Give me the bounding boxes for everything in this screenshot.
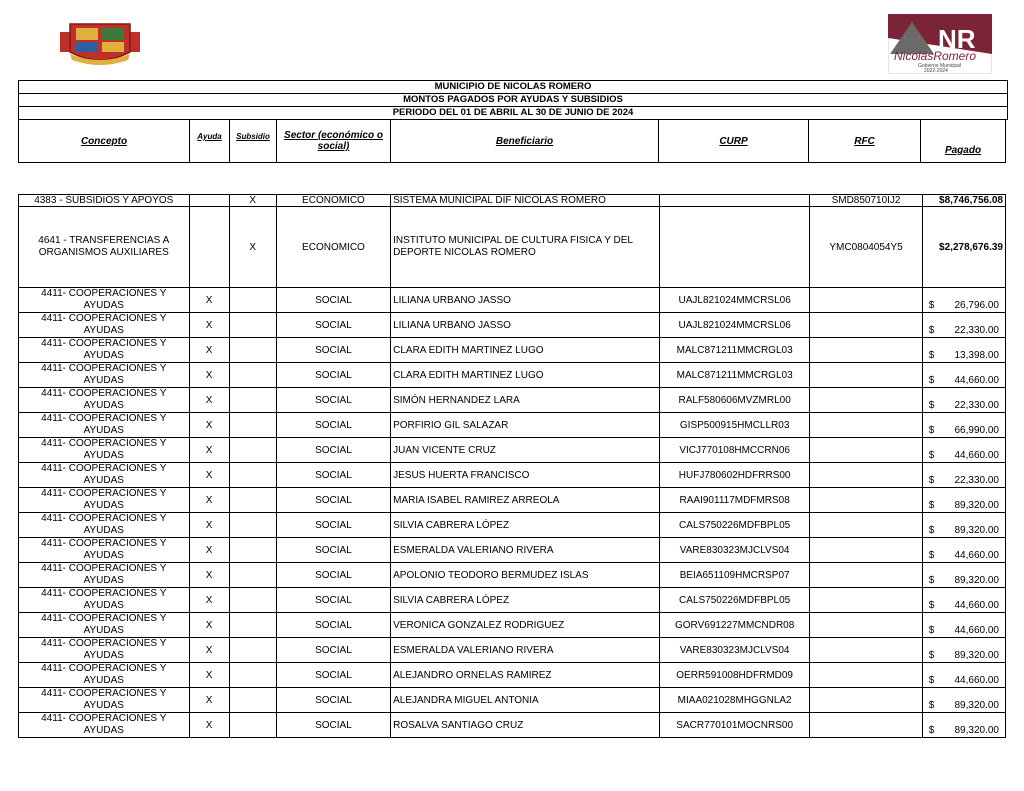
title-municipality: MUNICIPIO DE NICOLAS ROMERO: [19, 81, 1007, 94]
cell-subsidio: [229, 388, 276, 413]
cell-subsidio: [229, 663, 276, 688]
amount-value: 26,796.00: [954, 300, 999, 311]
header-pagado: Pagado: [944, 145, 982, 156]
cell-rfc: [810, 438, 922, 463]
cell-ayuda: X: [189, 638, 229, 663]
cell-subsidio: [229, 563, 276, 588]
cell-rfc: [810, 313, 922, 338]
table-row: [19, 663, 1006, 688]
cell-rfc: [810, 338, 922, 363]
cell-ayuda: X: [189, 688, 229, 713]
cell-rfc: [810, 613, 922, 638]
cell-pagado: [922, 463, 1005, 488]
cell-curp: OERR591008HDFRMD09: [659, 663, 809, 688]
cell-subsidio: [229, 638, 276, 663]
cell-subsidio: [229, 313, 276, 338]
cell-curp: CALS750226MDFBPL05: [659, 588, 809, 613]
cell-sector: ECONOMICO: [276, 207, 390, 288]
cell-sector: SOCIAL: [276, 513, 390, 538]
municipal-shield-logo: [56, 18, 144, 66]
cell-subsidio: [229, 588, 276, 613]
table-row: [19, 388, 1006, 413]
cell-curp: [659, 207, 809, 288]
cell-concepto: 4411- COOPERACIONES Y AYUDAS: [19, 588, 190, 613]
cell-pagado: $2,278,676.39: [922, 207, 1005, 288]
currency-symbol: $: [928, 700, 935, 711]
cell-subsidio: X: [229, 195, 276, 207]
cell-pagado: $8,746,756.08: [922, 195, 1005, 207]
currency-symbol: $: [928, 450, 935, 461]
cell-beneficiario: ALEJANDRA MIGUEL ANTONIA: [391, 688, 660, 713]
cell-rfc: YMC0804054Y5: [810, 207, 922, 288]
amount-value: 44,660.00: [954, 450, 999, 461]
cell-beneficiario: CLARA EDITH MARTINEZ LUGO: [391, 363, 660, 388]
header-rfc: RFC: [809, 120, 921, 162]
cell-ayuda: X: [189, 488, 229, 513]
cell-beneficiario: LILIANA URBANO JASSO: [391, 288, 660, 313]
cell-beneficiario: ESMERALDA VALERIANO RIVERA: [391, 538, 660, 563]
cell-rfc: [810, 713, 922, 738]
cell-ayuda: X: [189, 288, 229, 313]
cell-pagado: [922, 438, 1005, 463]
cell-concepto: 4383 - SUBSIDIOS Y APOYOS: [19, 195, 190, 207]
cell-sector: SOCIAL: [276, 613, 390, 638]
cell-rfc: [810, 388, 922, 413]
cell-pagado: [922, 413, 1005, 438]
cell-pagado: [922, 638, 1005, 663]
cell-rfc: [810, 413, 922, 438]
cell-ayuda: [189, 207, 229, 288]
cell-subsidio: [229, 338, 276, 363]
cell-curp: CALS750226MDFBPL05: [659, 513, 809, 538]
currency-symbol: $: [928, 400, 935, 411]
cell-sector: ECONOMICO: [276, 195, 390, 207]
cell-concepto: 4411- COOPERACIONES Y AYUDAS: [19, 713, 190, 738]
amount-value: 89,320.00: [954, 525, 999, 536]
cell-subsidio: [229, 613, 276, 638]
cell-sector: SOCIAL: [276, 538, 390, 563]
cell-concepto: 4411- COOPERACIONES Y AYUDAS: [19, 363, 190, 388]
cell-rfc: [810, 363, 922, 388]
cell-pagado: [922, 588, 1005, 613]
cell-curp: BEIA651109HMCRSP07: [659, 563, 809, 588]
table-row: [19, 538, 1006, 563]
cell-rfc: [810, 538, 922, 563]
cell-beneficiario: JUAN VICENTE CRUZ: [391, 438, 660, 463]
amount-value: 89,320.00: [954, 575, 999, 586]
cell-rfc: SMD850710IJ2: [810, 195, 922, 207]
cell-subsidio: [229, 438, 276, 463]
cell-ayuda: X: [189, 613, 229, 638]
cell-curp: VICJ770108HMCCRN06: [659, 438, 809, 463]
logo-sub: Gobierno Municipal: [918, 63, 962, 69]
currency-symbol: $: [928, 350, 935, 361]
cell-concepto: 4411- COOPERACIONES Y AYUDAS: [19, 313, 190, 338]
cell-concepto: 4411- COOPERACIONES Y AYUDAS: [19, 563, 190, 588]
cell-rfc: [810, 513, 922, 538]
cell-beneficiario: VERONICA GONZALEZ RODRIGUEZ: [391, 613, 660, 638]
cell-curp: MALC871211MMCRGL03: [659, 338, 809, 363]
cell-pagado: [922, 388, 1005, 413]
cell-subsidio: [229, 688, 276, 713]
logo-years: 2022-2024: [924, 68, 948, 74]
cell-curp: UAJL821024MMCRSL06: [659, 288, 809, 313]
cell-ayuda: X: [189, 713, 229, 738]
cell-subsidio: X: [229, 207, 276, 288]
cell-pagado: [922, 563, 1005, 588]
table-row: [19, 413, 1006, 438]
cell-pagado: [922, 488, 1005, 513]
cell-rfc: [810, 638, 922, 663]
cell-beneficiario: ALEJANDRO ORNELAS RAMIREZ: [391, 663, 660, 688]
cell-sector: SOCIAL: [276, 388, 390, 413]
cell-concepto: 4411- COOPERACIONES Y AYUDAS: [19, 688, 190, 713]
cell-curp: SACR770101MOCNRS00: [659, 713, 809, 738]
logo-name: NicolásRomero: [894, 49, 977, 63]
amount-value: 22,330.00: [954, 325, 999, 336]
cell-curp: VARE830323MJCLVS04: [659, 638, 809, 663]
cell-beneficiario: ESMERALDA VALERIANO RIVERA: [391, 638, 660, 663]
title-period: PERIODO DEL 01 DE ABRIL AL 30 DE JUNIO DE 2024: [19, 107, 1007, 120]
header-concepto: Concepto: [19, 120, 190, 162]
table-row: [19, 488, 1006, 513]
cell-sector: SOCIAL: [276, 438, 390, 463]
cell-subsidio: [229, 463, 276, 488]
currency-symbol: $: [928, 525, 935, 536]
cell-sector: SOCIAL: [276, 313, 390, 338]
currency-symbol: $: [928, 425, 935, 436]
cell-pagado: [922, 688, 1005, 713]
table-row: [19, 338, 1006, 363]
cell-concepto: 4411- COOPERACIONES Y AYUDAS: [19, 288, 190, 313]
cell-sector: SOCIAL: [276, 463, 390, 488]
cell-beneficiario: JESUS HUERTA FRANCISCO: [391, 463, 660, 488]
table-row: [19, 207, 1006, 288]
cell-concepto: 4411- COOPERACIONES Y AYUDAS: [19, 613, 190, 638]
currency-symbol: $: [928, 550, 935, 561]
cell-subsidio: [229, 488, 276, 513]
amount-value: 13,398.00: [954, 350, 999, 361]
cell-ayuda: X: [189, 338, 229, 363]
cell-beneficiario: LILIANA URBANO JASSO: [391, 313, 660, 338]
cell-pagado: [922, 338, 1005, 363]
cell-rfc: [810, 688, 922, 713]
cell-concepto: 4411- COOPERACIONES Y AYUDAS: [19, 463, 190, 488]
cell-ayuda: X: [189, 388, 229, 413]
cell-sector: SOCIAL: [276, 688, 390, 713]
cell-concepto: 4641 - TRANSFERENCIAS A ORGANISMOS AUXILIARES: [19, 207, 190, 288]
amount-value: 44,660.00: [954, 375, 999, 386]
table-row: [19, 463, 1006, 488]
cell-subsidio: [229, 538, 276, 563]
cell-rfc: [810, 563, 922, 588]
cell-concepto: 4411- COOPERACIONES Y AYUDAS: [19, 513, 190, 538]
currency-symbol: $: [928, 625, 935, 636]
cell-beneficiario: SISTEMA MUNICIPAL DIF NICOLAS ROMERO: [391, 195, 660, 207]
amount-value: 44,660.00: [954, 675, 999, 686]
cell-ayuda: X: [189, 313, 229, 338]
cell-concepto: 4411- COOPERACIONES Y AYUDAS: [19, 438, 190, 463]
cell-sector: SOCIAL: [276, 363, 390, 388]
title-report: MONTOS PAGADOS POR AYUDAS Y SUBSIDIOS: [19, 94, 1007, 107]
cell-sector: SOCIAL: [276, 713, 390, 738]
cell-curp: RALF580606MVZMRL00: [659, 388, 809, 413]
cell-curp: [659, 195, 809, 207]
amount-value: 22,330.00: [954, 475, 999, 486]
cell-concepto: 4411- COOPERACIONES Y AYUDAS: [19, 488, 190, 513]
table-row: [19, 363, 1006, 388]
currency-symbol: $: [928, 475, 935, 486]
table-row: [19, 613, 1006, 638]
cell-ayuda: X: [189, 663, 229, 688]
cell-ayuda: X: [189, 588, 229, 613]
currency-symbol: $: [928, 725, 935, 736]
cell-ayuda: X: [189, 513, 229, 538]
cell-ayuda: X: [189, 563, 229, 588]
cell-subsidio: [229, 363, 276, 388]
cell-sector: SOCIAL: [276, 488, 390, 513]
currency-symbol: $: [928, 375, 935, 386]
table-row: [19, 638, 1006, 663]
header-sector: Sector (económico o social): [277, 120, 391, 162]
cell-concepto: 4411- COOPERACIONES Y AYUDAS: [19, 663, 190, 688]
table-row: [19, 195, 1006, 207]
cell-subsidio: [229, 513, 276, 538]
currency-symbol: $: [928, 500, 935, 511]
cell-pagado: [922, 363, 1005, 388]
amount-value: 44,660.00: [954, 600, 999, 611]
cell-beneficiario: ROSALVA SANTIAGO CRUZ: [391, 713, 660, 738]
cell-sector: SOCIAL: [276, 413, 390, 438]
cell-rfc: [810, 663, 922, 688]
cell-curp: MIAA021028MHGGNLA2: [659, 688, 809, 713]
cell-subsidio: [229, 713, 276, 738]
table-row: [19, 313, 1006, 338]
table-row: [19, 588, 1006, 613]
payments-table: [18, 194, 1006, 738]
cell-beneficiario: PORFIRIO GIL SALAZAR: [391, 413, 660, 438]
cell-rfc: [810, 463, 922, 488]
currency-symbol: $: [928, 675, 935, 686]
cell-subsidio: [229, 288, 276, 313]
logo-brand: NR: [938, 24, 976, 54]
cell-ayuda: X: [189, 463, 229, 488]
cell-sector: SOCIAL: [276, 588, 390, 613]
amount-value: 89,320.00: [954, 650, 999, 661]
currency-symbol: $: [928, 600, 935, 611]
cell-curp: GISP500915HMCLLR03: [659, 413, 809, 438]
cell-concepto: 4411- COOPERACIONES Y AYUDAS: [19, 388, 190, 413]
cell-ayuda: X: [189, 438, 229, 463]
amount-value: 89,320.00: [954, 700, 999, 711]
cell-pagado: [922, 613, 1005, 638]
amount-value: 22,330.00: [954, 400, 999, 411]
table-row: [19, 513, 1006, 538]
cell-curp: RAAI901117MDFMRS08: [659, 488, 809, 513]
report-title-block: [18, 80, 1008, 120]
cell-pagado: [922, 513, 1005, 538]
table-row: [19, 288, 1006, 313]
cell-subsidio: [229, 413, 276, 438]
cell-beneficiario: MARIA ISABEL RAMIREZ ARREOLA: [391, 488, 660, 513]
cell-rfc: [810, 588, 922, 613]
cell-curp: MALC871211MMCRGL03: [659, 363, 809, 388]
cell-concepto: 4411- COOPERACIONES Y AYUDAS: [19, 638, 190, 663]
currency-symbol: $: [928, 650, 935, 661]
cell-curp: HUFJ780602HDFRRS00: [659, 463, 809, 488]
cell-concepto: 4411- COOPERACIONES Y AYUDAS: [19, 538, 190, 563]
header-beneficiario: Beneficiario: [391, 120, 659, 162]
cell-concepto: 4411- COOPERACIONES Y AYUDAS: [19, 413, 190, 438]
cell-beneficiario: CLARA EDITH MARTINEZ LUGO: [391, 338, 660, 363]
cell-beneficiario: SILVIA CABRERA LÓPEZ: [391, 588, 660, 613]
amount-value: 89,320.00: [954, 500, 999, 511]
cell-rfc: [810, 288, 922, 313]
cell-beneficiario: APOLONIO TEODORO BERMUDEZ ISLAS: [391, 563, 660, 588]
cell-pagado: [922, 713, 1005, 738]
cell-sector: SOCIAL: [276, 288, 390, 313]
cell-curp: VARE830323MJCLVS04: [659, 538, 809, 563]
currency-symbol: $: [928, 325, 935, 336]
amount-value: 66,990.00: [954, 425, 999, 436]
cell-sector: SOCIAL: [276, 663, 390, 688]
cell-pagado: [922, 288, 1005, 313]
amount-value: 89,320.00: [954, 725, 999, 736]
column-headers: [18, 119, 1006, 163]
table-row: [19, 688, 1006, 713]
cell-ayuda: [189, 195, 229, 207]
cell-rfc: [810, 488, 922, 513]
table-row: [19, 438, 1006, 463]
cell-pagado: [922, 313, 1005, 338]
header-curp: CURP: [659, 120, 809, 162]
cell-sector: SOCIAL: [276, 338, 390, 363]
cell-ayuda: X: [189, 413, 229, 438]
cell-ayuda: X: [189, 538, 229, 563]
cell-concepto: 4411- COOPERACIONES Y AYUDAS: [19, 338, 190, 363]
cell-curp: GORV691227MMCNDR08: [659, 613, 809, 638]
cell-sector: SOCIAL: [276, 638, 390, 663]
cell-curp: UAJL821024MMCRSL06: [659, 313, 809, 338]
cell-pagado: [922, 538, 1005, 563]
table-row: [19, 713, 1006, 738]
cell-ayuda: X: [189, 363, 229, 388]
cell-sector: SOCIAL: [276, 563, 390, 588]
header-ayuda: Ayuda: [190, 120, 230, 162]
government-logo: [888, 14, 992, 74]
cell-beneficiario: INSTITUTO MUNICIPAL DE CULTURA FISICA Y DEL DEPORTE NICOLAS ROMERO: [391, 207, 660, 288]
currency-symbol: $: [928, 575, 935, 586]
table-row: [19, 563, 1006, 588]
cell-pagado: [922, 663, 1005, 688]
header-subsidio: Subsidio: [230, 120, 277, 162]
cell-beneficiario: SIMÓN HERNANDEZ LARA: [391, 388, 660, 413]
cell-beneficiario: SILVIA CABRERA LÓPEZ: [391, 513, 660, 538]
currency-symbol: $: [928, 300, 935, 311]
amount-value: 44,660.00: [954, 550, 999, 561]
amount-value: 44,660.00: [954, 625, 999, 636]
